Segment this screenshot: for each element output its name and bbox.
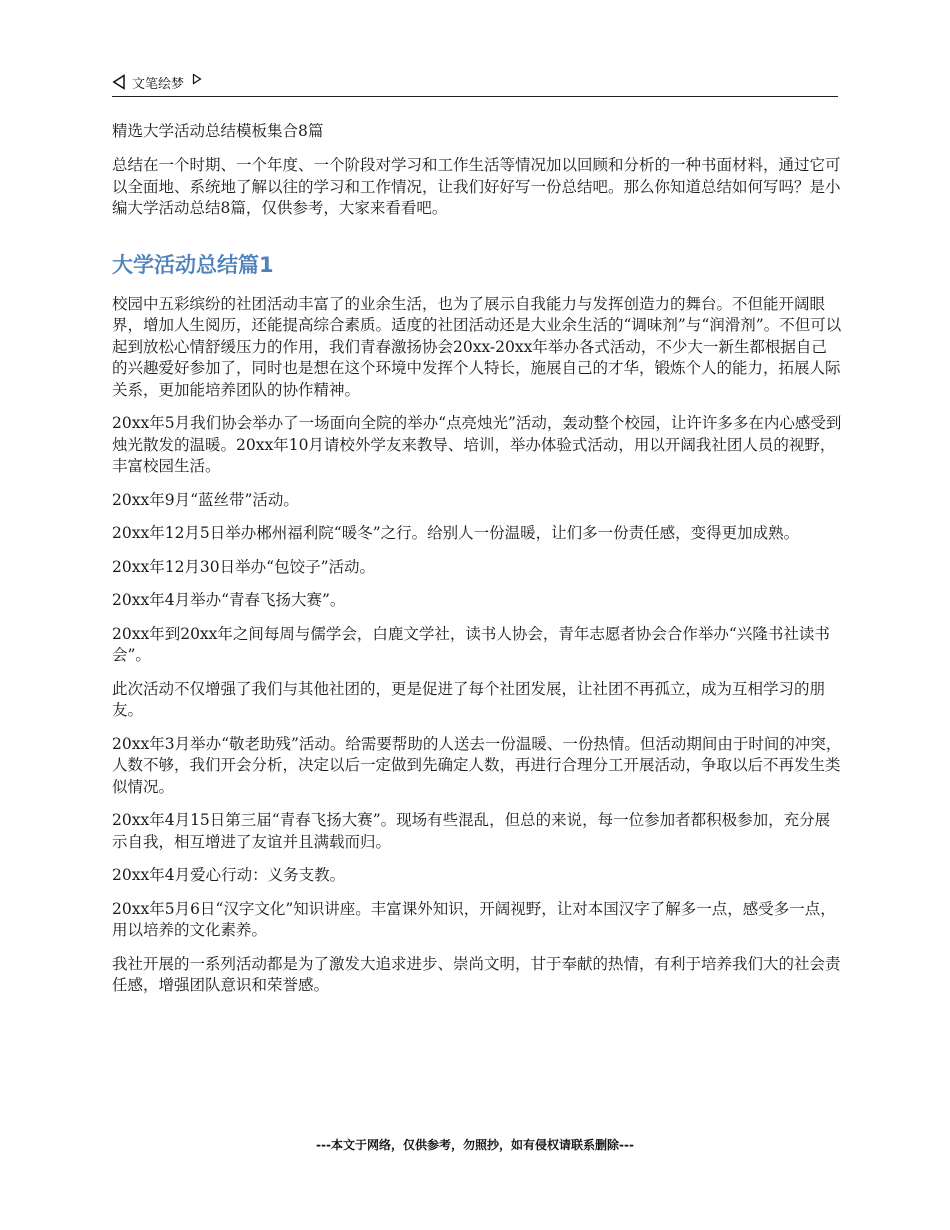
body-paragraph: 20xx年9月“蓝丝带”活动。	[112, 490, 299, 509]
body-paragraph: 此次活动不仅增强了我们与其他社团的，更是促进了每个社团发展，让社团不再孤立，成为互相学习的朋友。	[112, 679, 826, 719]
body-paragraph: 20xx年12月30日举办“包饺子”活动。	[112, 557, 376, 576]
triangle-left-outline-icon	[112, 74, 126, 90]
intro-paragraph: 总结在一个时期、一个年度、一个阶段对学习和工作生活等情况加以回顾和分析的一种书面材料，通过它可以全面地、系统地了解以往的学习和工作情况，让我们好好写一份总结吧。那么你知道总结如何写吗？是小编大学活动总结8篇，仅供参考，大家来看看吧。	[112, 156, 841, 217]
document-body	[112, 120, 842, 1009]
footer-notice: ---本文于网络，仅供参考，勿照抄，如有侵权请联系删除---	[316, 1138, 634, 1152]
body-paragraph: 20xx年4月爱心行动：义务支教。	[112, 866, 346, 884]
body-paragraph: 20xx年5月我们协会举办了一场面向全院的举办“点亮烛光”活动，轰动整个校园，让许许多多在内心感受到烛光散发的温暖。20xx年10月请校外学友来教导、培训，举办体验式活动，用以开阔我社团人员的视野，丰富校园生活。	[112, 414, 842, 475]
body-paragraph: 20xx年4月举办“青春飞扬大赛”。	[112, 591, 346, 609]
body-paragraph: 20xx年4月15日第三届“青春飞扬大赛”。现场有些混乱，但总的来说，每一位参加者都积极参加，充分展示自我，相互增进了友谊并且满载而归。	[112, 811, 831, 851]
triangle-right-outline-icon	[192, 73, 202, 85]
document-title: 精选大学活动总结模板集合8篇	[112, 122, 324, 140]
body-paragraph: 校园中五彩缤纷的社团活动丰富了的业余生活，也为了展示自我能力与发挥创造力的舞台。不但能开阔眼界，增加人生阅历，还能提高综合素质。适度的社团活动还是大业余生活的“调味剂”与“润滑剂”。不但可以起到放松心情舒缓压力的作用，我们青春激扬协会20xx-20xx年举办各式活动，不少大一新生都根据自己的兴趣爱好参加了，同时也是想在这个环境中发挥个人特长，施展自己的才华，锻炼个人的能力，拓展人际关系，更加能培养团队的协作精神。	[112, 294, 842, 399]
body-paragraph: 20xx年到20xx年之间每周与儒学会，白鹿文学社，读书人协会，青年志愿者协会合作举办“兴隆书社读书会”。	[112, 624, 830, 664]
header-brand: 文笔绘梦	[132, 76, 185, 92]
body-paragraph: 20xx年3月举办“敬老助残”活动。给需要帮助的人送去一份温暖、一份热情。但活动期间由于时间的冲突，人数不够，我们开会分析，决定以后一定做到先确定人数，再进行合理分工开展活动，争取以后不再发生类似情况。	[112, 734, 842, 796]
body-paragraph: 20xx年12月5日举办郴州福利院“暖冬”之行。给别人一份温暖，让们多一份责任感，变得更加成熟。	[112, 524, 800, 542]
body-paragraph: 20xx年5月6日“汉字文化”知识讲座。丰富课外知识，开阔视野，让对本国汉字了解多一点，感受多一点，用以培养的文化素养。	[112, 899, 836, 939]
page-header	[112, 68, 838, 97]
section-heading: 大学活动总结篇1	[112, 252, 274, 277]
body-paragraph: 我社开展的一系列活动都是为了激发大追求进步、崇尚文明，甘于奉献的热情，有利于培养我们大的社会责任感，增强团队意识和荣誉感。	[112, 954, 841, 994]
